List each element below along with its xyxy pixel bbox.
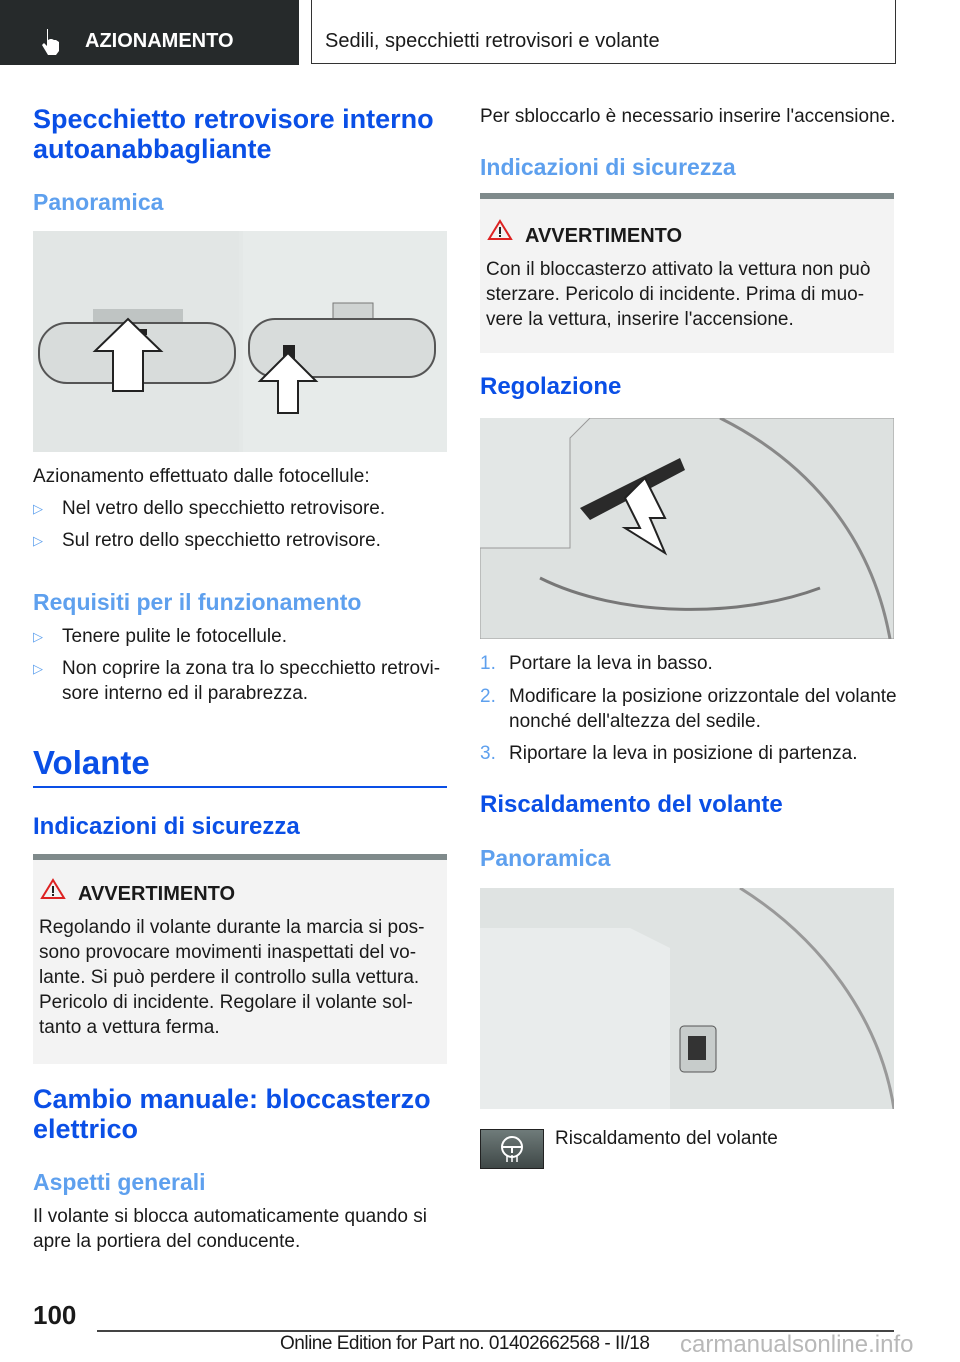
section-label: AZIONAMENTO bbox=[85, 30, 234, 52]
chapter-tab bbox=[311, 0, 896, 64]
mirror-illustration bbox=[33, 231, 447, 452]
triangle-bullet-icon: ▷ bbox=[33, 629, 43, 644]
warning-triangle-icon bbox=[487, 219, 513, 241]
heading-regolazione: Regolazione bbox=[480, 373, 622, 400]
unlock-text: Per sbloccarlo è necessario inserire l'accensione. bbox=[480, 106, 896, 127]
hand-pointer-icon bbox=[40, 27, 64, 55]
warning-triangle-icon bbox=[40, 878, 66, 900]
step-item: 1. Portare la leva in basso. bbox=[480, 653, 713, 674]
triangle-bullet-icon: ▷ bbox=[33, 661, 43, 676]
heading-riscaldamento: Riscaldamento del volante bbox=[480, 791, 783, 818]
triangle-bullet-icon: ▷ bbox=[33, 533, 43, 548]
heated-wheel-button-illustration bbox=[480, 888, 894, 1109]
list-item: ▷ Sul retro dello specchietto retrovisore. bbox=[33, 530, 381, 551]
heading-bloccasterzo: Cambio manuale: bloccasterzo elettrico bbox=[33, 1084, 431, 1144]
watermark: carmanualsonline.info bbox=[680, 1331, 914, 1358]
triangle-bullet-icon: ▷ bbox=[33, 501, 43, 516]
page-number: 100 bbox=[33, 1300, 77, 1330]
list-item: ▷ Nel vetro dello specchietto retrovisore. bbox=[33, 498, 386, 519]
heading-rule bbox=[33, 786, 447, 788]
warning-box: AVVERTIMENTO Regolando il volante durante la marcia si pos- sono provocare movimenti inaspettati del vo- lante. Si può perdere il controllo sulla vettura. Pericolo di incidente. Regolare il volante sol- tanto a vettura ferma. bbox=[33, 854, 447, 1064]
list-item: ▷ Tenere pulite le fotocellule. bbox=[33, 626, 287, 647]
chapter-heading-volante: Volante bbox=[33, 744, 150, 781]
subheading-sicurezza: Indicazioni di sicurezza bbox=[480, 154, 736, 180]
subheading-aspetti: Aspetti generali bbox=[33, 1169, 206, 1195]
button-caption: Riscaldamento del volante bbox=[555, 1128, 778, 1149]
warning-box: AVVERTIMENTO Con il bloccasterzo attivato la vettura non può sterzare. Pericolo di incidente. Prima di muo- vere la vettura, inserire l'accensione. bbox=[480, 193, 894, 353]
subheading-panoramica: Panoramica bbox=[33, 189, 164, 215]
subheading-requisiti: Requisiti per il funzionamento bbox=[33, 589, 362, 615]
chapter-label: Sedili, specchietti retrovisori e volante bbox=[325, 30, 660, 52]
intro-text: Azionamento effettuato dalle fotocellule: bbox=[33, 466, 370, 487]
list-item: ▷ Non coprire la zona tra lo specchietto retrovi- sore interno ed il parabrezza. bbox=[33, 658, 441, 704]
step-item: 2. Modificare la posizione orizzontale del volante nonché dell'altezza del sedile. bbox=[480, 686, 897, 732]
heated-steering-wheel-button bbox=[480, 1129, 544, 1169]
heading-sicurezza: Indicazioni di sicurezza bbox=[33, 813, 300, 840]
step-item: 3. Riportare la leva in posizione di partenza. bbox=[480, 743, 858, 764]
edition-text: Online Edition for Part no. 01402662568 - II/18 bbox=[280, 1333, 650, 1354]
steering-lever-illustration bbox=[480, 418, 894, 639]
heated-steering-wheel-icon bbox=[497, 1135, 527, 1163]
aspetti-text: Il volante si blocca automaticamente quando si apre la portiera del conducente. bbox=[33, 1206, 427, 1252]
subheading-panoramica: Panoramica bbox=[480, 845, 611, 871]
section-tab bbox=[0, 0, 299, 65]
section-title: Specchietto retrovisore interno autoanabbagliante bbox=[33, 104, 434, 164]
